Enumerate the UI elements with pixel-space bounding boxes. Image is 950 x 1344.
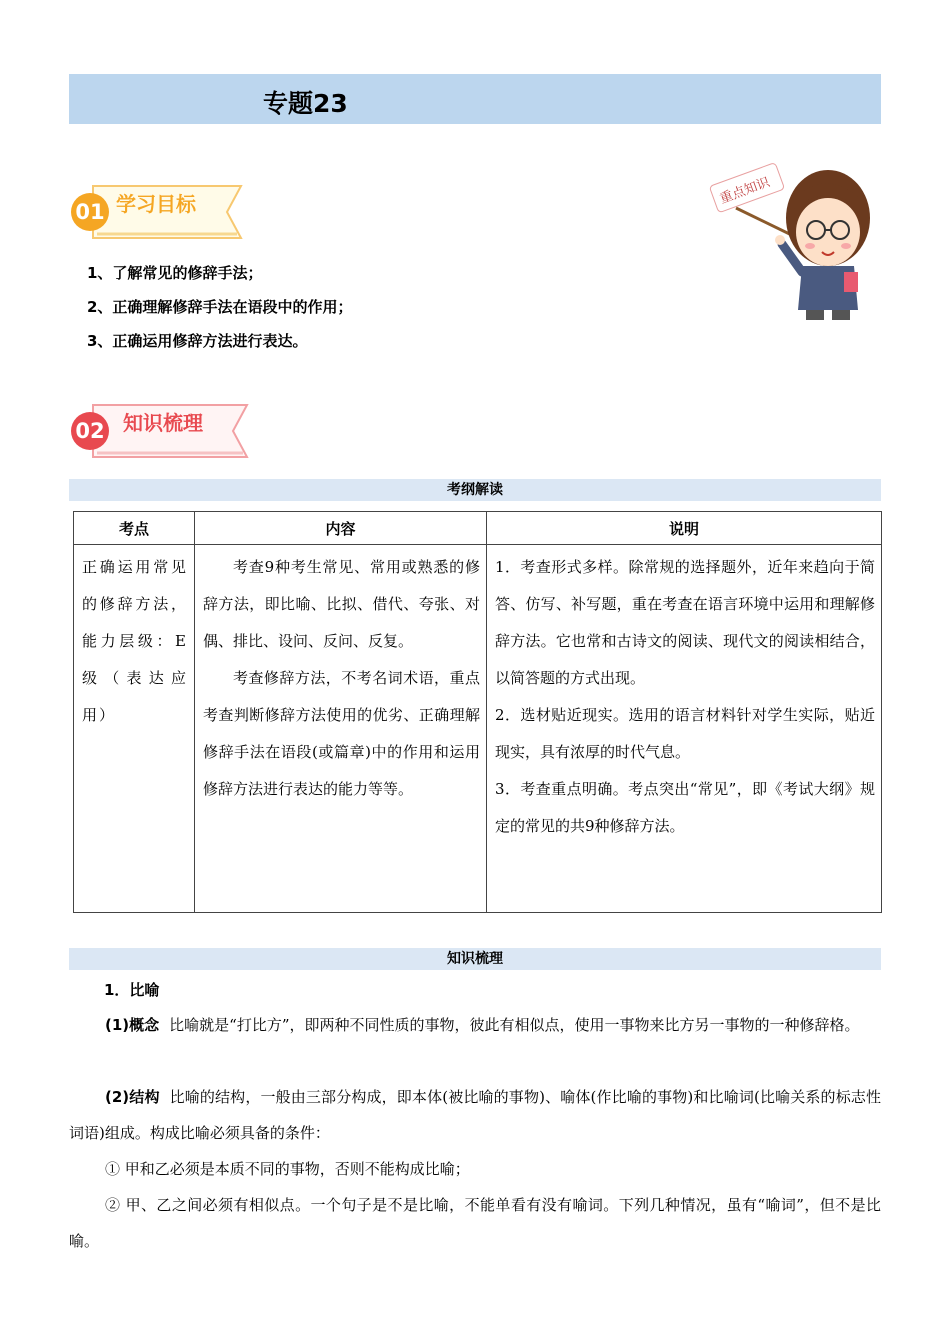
cell-notes — [487, 545, 882, 913]
teacher-illustration — [706, 160, 886, 325]
section-tag-goals — [71, 182, 246, 242]
knowledge-band-title: 知识梳理 — [69, 948, 881, 970]
notes-paragraph-1: 1．考查形式多样。除常规的选择题外，近年来趋向于简答、仿写、补写题，重在考查在语言环境中运用和理解修辞方法。它也常和古诗文的阅读、现代文的阅读相结合，以简答题的方式出现。 — [495, 558, 875, 687]
section-number-badge: 02 — [71, 412, 109, 450]
concept-text: 比喻就是“打比方”，即两种不同性质的事物，彼此有相似点，使用一事物来比方另一事物的一种修辞格。 — [169, 1016, 860, 1034]
cell-point: 正确运用常见的修辞方法，能力层级：E级（表达应用） — [74, 545, 195, 913]
outline-band-title: 考纲解读 — [69, 479, 881, 501]
goal-item-2: 2、正确理解修辞手法在语段中的作用； — [87, 298, 353, 316]
structure-label: (2)结构 — [105, 1088, 160, 1106]
table-row — [74, 545, 882, 913]
content-paragraph-2: 考查修辞方法，不考名词术语，重点考查判断修辞方法使用的优劣、正确理解修辞手法在语段(或篇章)中的作用和运用修辞方法进行表达的能力等等。 — [203, 669, 480, 798]
structure-paragraph — [69, 1079, 881, 1151]
illustration-badge-text: 重点知识 — [717, 175, 772, 207]
section-number-badge: 01 — [71, 193, 109, 231]
condition-1: ① 甲和乙必须是本质不同的事物，否则不能构成比喻； — [105, 1160, 470, 1178]
goal-item-1: 1、了解常见的修辞手法； — [87, 264, 263, 282]
table-header-row — [74, 512, 882, 545]
concept-paragraph — [69, 1007, 881, 1043]
section-label: 知识梳理 — [123, 411, 203, 435]
notes-paragraph-3: 3．考查重点明确。考点突出“常见”，即《考试大纲》规定的常见的共9种修辞方法。 — [495, 780, 875, 835]
table-header-notes: 说明 — [487, 512, 882, 545]
condition-2: ② 甲、乙之间必须有相似点。一个句子是不是比喻，不能单看有没有喻词。下列几种情况，虽有“喻词”，但不是比喻。 — [69, 1196, 881, 1250]
exam-outline-table — [73, 511, 882, 913]
notes-paragraph-2: 2．选材贴近现实。选用的语言材料针对学生实际，贴近现实，具有浓厚的时代气息。 — [495, 706, 875, 761]
structure-text: 比喻的结构，一般由三部分构成，即本体(被比喻的事物)、喻体(作比喻的事物)和比喻词(比喻关系的标志性词语)组成。构成比喻必须具备的条件： — [69, 1088, 881, 1142]
concept-label: (1)概念 — [105, 1016, 160, 1034]
goal-item-3: 3、正确运用修辞方法进行表达。 — [87, 332, 308, 350]
knowledge-heading: 1．比喻 — [104, 981, 160, 999]
title-bar — [69, 74, 881, 124]
content-paragraph-1: 考查9种考生常见、常用或熟悉的修辞方法，即比喻、比拟、借代、夸张、对偶、排比、设问、反问、反复。 — [203, 558, 480, 650]
cell-content — [195, 545, 487, 913]
table-header-content: 内容 — [195, 512, 487, 545]
section-tag-knowledge — [71, 401, 251, 461]
page-title: 专题23 — [263, 89, 348, 118]
table-header-point: 考点 — [74, 512, 195, 545]
section-label: 学习目标 — [116, 192, 196, 216]
